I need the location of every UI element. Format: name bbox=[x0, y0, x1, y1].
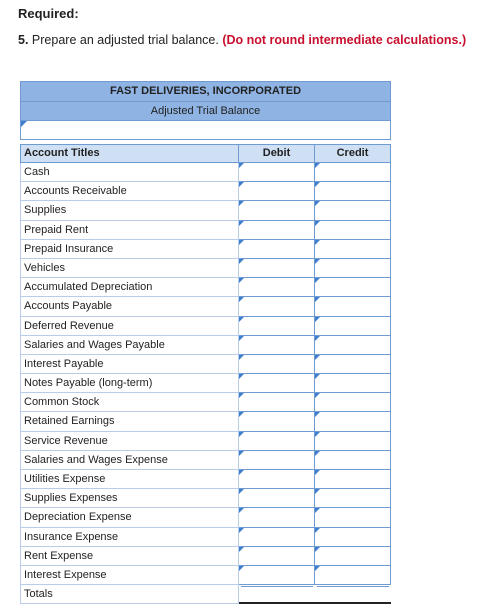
account-title-cell: Retained Earnings bbox=[20, 412, 239, 431]
question-text: Prepare an adjusted trial balance. bbox=[31, 33, 219, 47]
account-title-cell: Prepaid Insurance bbox=[20, 240, 239, 259]
input-marker-icon bbox=[315, 489, 320, 494]
input-marker-icon bbox=[315, 278, 320, 283]
input-marker-icon bbox=[239, 547, 244, 552]
input-marker-icon bbox=[239, 182, 244, 187]
input-marker-icon bbox=[239, 317, 244, 322]
credit-input[interactable] bbox=[315, 412, 391, 431]
debit-input[interactable] bbox=[239, 221, 315, 240]
input-marker-icon bbox=[239, 355, 244, 360]
input-marker-icon bbox=[315, 317, 320, 322]
debit-input[interactable] bbox=[239, 182, 315, 201]
input-marker-icon bbox=[239, 489, 244, 494]
debit-input[interactable] bbox=[239, 412, 315, 431]
input-marker-icon bbox=[315, 508, 320, 513]
input-marker-icon bbox=[239, 566, 244, 571]
account-title-cell: Notes Payable (long-term) bbox=[20, 374, 239, 393]
input-marker-icon bbox=[315, 374, 320, 379]
input-marker-icon bbox=[239, 336, 244, 341]
table-title: Adjusted Trial Balance bbox=[20, 102, 391, 121]
input-marker-icon bbox=[315, 566, 320, 571]
input-marker-icon bbox=[239, 412, 244, 417]
debit-input[interactable] bbox=[239, 566, 315, 585]
input-marker-icon bbox=[315, 470, 320, 475]
credit-input[interactable] bbox=[315, 182, 391, 201]
account-title-cell: Service Revenue bbox=[20, 432, 239, 451]
debit-input[interactable] bbox=[239, 163, 315, 182]
credit-input[interactable] bbox=[315, 259, 391, 278]
debit-input[interactable] bbox=[239, 278, 315, 297]
debit-input[interactable] bbox=[239, 259, 315, 278]
question-prompt bbox=[18, 33, 466, 47]
trial-balance-table bbox=[20, 81, 391, 604]
input-marker-icon bbox=[315, 355, 320, 360]
column-header-account: Account Titles bbox=[20, 144, 239, 163]
account-title-cell: Interest Expense bbox=[20, 566, 239, 585]
input-marker-icon bbox=[239, 470, 244, 475]
total-debit-cell bbox=[239, 585, 315, 604]
credit-input[interactable] bbox=[315, 470, 391, 489]
input-marker-icon bbox=[315, 451, 320, 456]
account-title-cell: Deferred Revenue bbox=[20, 317, 239, 336]
input-marker-icon bbox=[315, 336, 320, 341]
column-header-credit: Credit bbox=[315, 144, 391, 163]
input-marker-icon bbox=[239, 163, 244, 168]
debit-input[interactable] bbox=[239, 508, 315, 527]
question-number: 5. bbox=[18, 33, 29, 47]
input-marker-icon bbox=[315, 259, 320, 264]
credit-input[interactable] bbox=[315, 221, 391, 240]
input-marker-icon bbox=[315, 432, 320, 437]
company-name: FAST DELIVERIES, INCORPORATED bbox=[20, 81, 391, 102]
debit-input[interactable] bbox=[239, 201, 315, 220]
account-title-cell: Salaries and Wages Expense bbox=[20, 451, 239, 470]
input-marker-icon bbox=[315, 163, 320, 168]
account-title-cell: Rent Expense bbox=[20, 547, 239, 566]
account-title-cell: Supplies bbox=[20, 201, 239, 220]
input-marker-icon bbox=[239, 432, 244, 437]
credit-input[interactable] bbox=[315, 566, 391, 585]
debit-input[interactable] bbox=[239, 336, 315, 355]
debit-input[interactable] bbox=[239, 489, 315, 508]
account-title-cell: Salaries and Wages Payable bbox=[20, 336, 239, 355]
input-marker-icon bbox=[315, 297, 320, 302]
input-marker-icon bbox=[315, 201, 320, 206]
credit-input[interactable] bbox=[315, 317, 391, 336]
credit-input[interactable] bbox=[315, 393, 391, 412]
credit-input[interactable] bbox=[315, 201, 391, 220]
input-marker-icon bbox=[239, 508, 244, 513]
credit-input[interactable] bbox=[315, 451, 391, 470]
input-marker-icon bbox=[239, 393, 244, 398]
debit-input[interactable] bbox=[239, 374, 315, 393]
account-title-cell: Accumulated Depreciation bbox=[20, 278, 239, 297]
credit-input[interactable] bbox=[315, 374, 391, 393]
account-title-cell: Interest Payable bbox=[20, 355, 239, 374]
account-title-cell: Cash bbox=[20, 163, 239, 182]
input-marker-icon bbox=[239, 528, 244, 533]
account-title-cell: Accounts Payable bbox=[20, 297, 239, 316]
credit-input[interactable] bbox=[315, 508, 391, 527]
account-title-cell: Prepaid Rent bbox=[20, 221, 239, 240]
account-title-cell: Insurance Expense bbox=[20, 528, 239, 547]
credit-input[interactable] bbox=[315, 297, 391, 316]
input-marker-icon bbox=[315, 547, 320, 552]
account-title-cell: Depreciation Expense bbox=[20, 508, 239, 527]
column-header-debit: Debit bbox=[239, 144, 315, 163]
credit-input[interactable] bbox=[315, 432, 391, 451]
totals-label: Totals bbox=[20, 585, 239, 604]
credit-input[interactable] bbox=[315, 278, 391, 297]
account-title-cell: Utilities Expense bbox=[20, 470, 239, 489]
debit-input[interactable] bbox=[239, 547, 315, 566]
input-marker-icon bbox=[315, 412, 320, 417]
input-marker-icon bbox=[315, 393, 320, 398]
input-marker-icon bbox=[315, 182, 320, 187]
account-title-cell: Common Stock bbox=[20, 393, 239, 412]
input-marker-icon bbox=[239, 201, 244, 206]
account-title-cell: Accounts Receivable bbox=[20, 182, 239, 201]
input-marker-icon bbox=[239, 297, 244, 302]
debit-input[interactable] bbox=[239, 297, 315, 316]
date-input[interactable] bbox=[20, 121, 391, 140]
input-marker-icon bbox=[239, 374, 244, 379]
debit-input[interactable] bbox=[239, 355, 315, 374]
debit-input[interactable] bbox=[239, 317, 315, 336]
required-heading: Required: bbox=[18, 6, 79, 21]
input-marker-icon bbox=[315, 221, 320, 226]
credit-input[interactable] bbox=[315, 528, 391, 547]
credit-input[interactable] bbox=[315, 240, 391, 259]
credit-input[interactable] bbox=[315, 163, 391, 182]
credit-input[interactable] bbox=[315, 355, 391, 374]
input-marker-icon bbox=[239, 451, 244, 456]
input-marker-icon bbox=[315, 528, 320, 533]
input-marker-icon bbox=[21, 121, 27, 127]
trial-balance-grid bbox=[20, 144, 391, 604]
debit-input[interactable] bbox=[239, 528, 315, 547]
account-title-cell: Supplies Expenses bbox=[20, 489, 239, 508]
credit-input[interactable] bbox=[315, 336, 391, 355]
debit-input[interactable] bbox=[239, 393, 315, 412]
input-marker-icon bbox=[315, 240, 320, 245]
debit-input[interactable] bbox=[239, 432, 315, 451]
debit-input[interactable] bbox=[239, 451, 315, 470]
credit-input[interactable] bbox=[315, 547, 391, 566]
total-credit-cell bbox=[315, 585, 391, 604]
input-marker-icon bbox=[239, 278, 244, 283]
debit-input[interactable] bbox=[239, 470, 315, 489]
account-title-cell: Vehicles bbox=[20, 259, 239, 278]
question-note: (Do not round intermediate calculations.) bbox=[222, 33, 467, 47]
input-marker-icon bbox=[239, 259, 244, 264]
input-marker-icon bbox=[239, 221, 244, 226]
debit-input[interactable] bbox=[239, 240, 315, 259]
credit-input[interactable] bbox=[315, 489, 391, 508]
input-marker-icon bbox=[239, 240, 244, 245]
